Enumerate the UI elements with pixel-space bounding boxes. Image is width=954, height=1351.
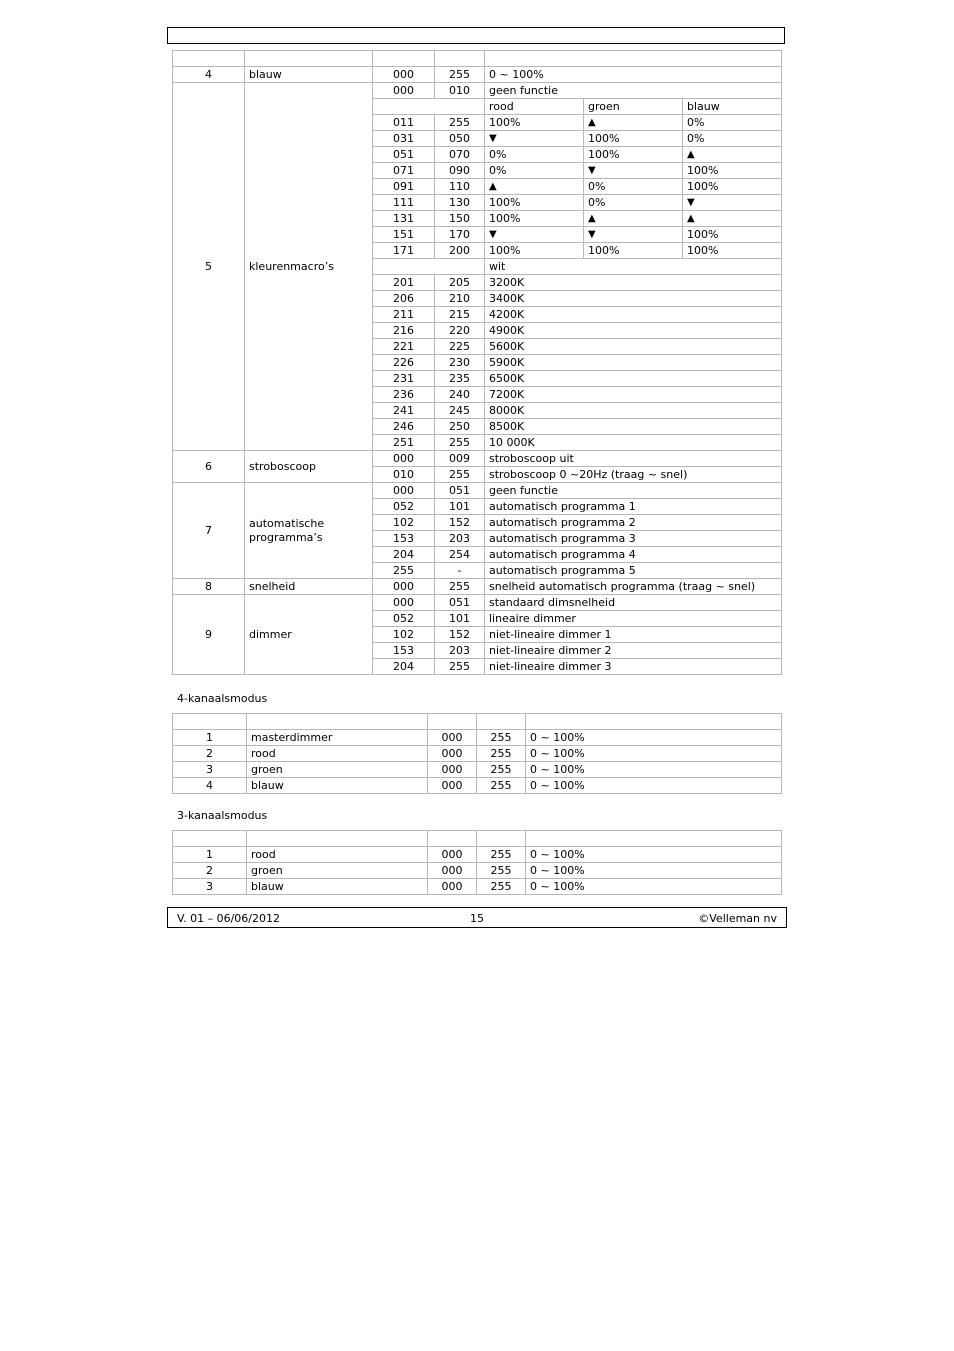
value-to: 240	[435, 387, 485, 403]
value-to: 255	[477, 847, 526, 863]
value-from: 000	[373, 451, 435, 467]
value-to: 255	[435, 579, 485, 595]
channel-number: 7	[173, 483, 245, 579]
function-text: 3200K	[485, 275, 782, 291]
color-level: 0%	[683, 115, 782, 131]
color-header-blue: blauw	[683, 99, 782, 115]
value-from: 010	[373, 467, 435, 483]
value-to: 255	[477, 762, 526, 778]
value-to: 255	[435, 67, 485, 83]
value-to: 255	[477, 730, 526, 746]
value-to: 050	[435, 131, 485, 147]
table-header-row	[173, 831, 782, 847]
value-from: 204	[373, 547, 435, 563]
channel-name: rood	[247, 746, 428, 762]
color-level: 0%	[683, 131, 782, 147]
value-from: 051	[373, 147, 435, 163]
value-to: 255	[477, 746, 526, 762]
function-text: 8500K	[485, 419, 782, 435]
function-text: 5600K	[485, 339, 782, 355]
level-arrow-icon: ▲	[683, 147, 782, 163]
value-to: 230	[435, 355, 485, 371]
value-from: 000	[428, 746, 477, 762]
table-row	[173, 746, 782, 762]
value-from: 000	[373, 83, 435, 99]
header-cell	[247, 831, 428, 847]
value-from: 000	[373, 67, 435, 83]
value-from: 000	[428, 863, 477, 879]
function-text: automatisch programma 1	[485, 499, 782, 515]
function-text: 6500K	[485, 371, 782, 387]
value-from: 000	[428, 730, 477, 746]
value-from: 011	[373, 115, 435, 131]
footer-copyright: ©Velleman nv	[698, 912, 777, 925]
value-to: 254	[435, 547, 485, 563]
level-arrow-icon: ▼	[485, 131, 584, 147]
function-text: 4900K	[485, 323, 782, 339]
channel-name: blauw	[245, 67, 373, 83]
value-from: 241	[373, 403, 435, 419]
page-header-box	[167, 27, 785, 44]
function-text: 0 ~ 100%	[526, 847, 782, 863]
level-arrow-icon: ▼	[683, 195, 782, 211]
function-text: stroboscoop uit	[485, 451, 782, 467]
channel-number: 3	[173, 879, 247, 895]
channel-name: masterdimmer	[247, 730, 428, 746]
level-arrow-icon: ▼	[485, 227, 584, 243]
value-to: 010	[435, 83, 485, 99]
value-to: 245	[435, 403, 485, 419]
table-row	[173, 762, 782, 778]
header-cell	[247, 714, 428, 730]
value-from: 000	[373, 483, 435, 499]
function-text: automatisch programma 3	[485, 531, 782, 547]
three-channel-table	[172, 830, 782, 895]
value-from: 052	[373, 611, 435, 627]
color-level: 0%	[485, 147, 584, 163]
value-to: 009	[435, 451, 485, 467]
value-from: 000	[373, 595, 435, 611]
value-to: 150	[435, 211, 485, 227]
function-text: 0 ~ 100%	[526, 762, 782, 778]
level-arrow-icon: ▲	[584, 115, 683, 131]
function-text: 0 ~ 100%	[526, 730, 782, 746]
value-to: 051	[435, 595, 485, 611]
header-cell	[477, 831, 526, 847]
header-cell	[428, 714, 477, 730]
channel-number: 2	[173, 863, 247, 879]
value-from: 221	[373, 339, 435, 355]
function-text: geen functie	[485, 83, 782, 99]
value-to: 255	[477, 863, 526, 879]
function-text: niet-lineaire dimmer 2	[485, 643, 782, 659]
value-from: 102	[373, 627, 435, 643]
channel-number: 9	[173, 595, 245, 675]
channel-name: rood	[247, 847, 428, 863]
header-cell	[526, 831, 782, 847]
value-from: 071	[373, 163, 435, 179]
function-text: 8000K	[485, 403, 782, 419]
channel-name: automatische programma’s	[245, 483, 373, 579]
color-header-red: rood	[485, 99, 584, 115]
value-from: 091	[373, 179, 435, 195]
function-text: 5900K	[485, 355, 782, 371]
value-from: 204	[373, 659, 435, 675]
value-from: 251	[373, 435, 435, 451]
function-text: standaard dimsnelheid	[485, 595, 782, 611]
header-cell	[245, 51, 373, 67]
function-text: automatisch programma 4	[485, 547, 782, 563]
color-level: 100%	[584, 243, 683, 259]
value-to: -	[435, 563, 485, 579]
level-arrow-icon: ▲	[485, 179, 584, 195]
four-channel-table	[172, 713, 782, 794]
channel-name: groen	[247, 762, 428, 778]
color-level: 100%	[485, 211, 584, 227]
color-level: 100%	[584, 131, 683, 147]
table-row	[173, 579, 782, 595]
header-cell	[373, 51, 435, 67]
channel-name: snelheid	[245, 579, 373, 595]
dmx-channel-table	[172, 50, 782, 675]
level-arrow-icon: ▲	[683, 211, 782, 227]
value-from: 211	[373, 307, 435, 323]
function-text: stroboscoop 0 ~20Hz (traag ~ snel)	[485, 467, 782, 483]
value-to: 203	[435, 643, 485, 659]
function-text: snelheid automatisch programma (traag ~ snel)	[485, 579, 782, 595]
table-row	[173, 595, 782, 611]
channel-number: 1	[173, 730, 247, 746]
value-from: 226	[373, 355, 435, 371]
value-from: 000	[428, 778, 477, 794]
value-from: 151	[373, 227, 435, 243]
function-text: niet-lineaire dimmer 1	[485, 627, 782, 643]
level-arrow-icon: ▼	[584, 227, 683, 243]
header-cell	[526, 714, 782, 730]
table-row	[173, 778, 782, 794]
color-level: 100%	[485, 115, 584, 131]
value-to: 205	[435, 275, 485, 291]
value-to: 200	[435, 243, 485, 259]
header-cell	[435, 51, 485, 67]
value-from: 246	[373, 419, 435, 435]
value-from: 111	[373, 195, 435, 211]
table-header-row	[173, 714, 782, 730]
value-from: 255	[373, 563, 435, 579]
table-row	[173, 879, 782, 895]
header-cell	[173, 714, 247, 730]
color-level: 100%	[683, 163, 782, 179]
four-channel-title: 4-kanaalsmodus	[177, 692, 268, 705]
channel-number: 5	[173, 83, 245, 451]
level-arrow-icon: ▲	[584, 211, 683, 227]
table-row	[173, 83, 782, 99]
value-from: 231	[373, 371, 435, 387]
color-level: 0%	[584, 179, 683, 195]
color-level: 100%	[485, 195, 584, 211]
value-to: 255	[477, 879, 526, 895]
channel-name: blauw	[247, 879, 428, 895]
value-to: 203	[435, 531, 485, 547]
value-to: 255	[435, 659, 485, 675]
value-to: 235	[435, 371, 485, 387]
channel-name: groen	[247, 863, 428, 879]
function-text: 0 ~ 100%	[526, 863, 782, 879]
header-cell	[477, 714, 526, 730]
value-from: 052	[373, 499, 435, 515]
value-to: 051	[435, 483, 485, 499]
value-to: 215	[435, 307, 485, 323]
table-row	[173, 847, 782, 863]
function-text: 4200K	[485, 307, 782, 323]
color-level: 100%	[584, 147, 683, 163]
value-to: 225	[435, 339, 485, 355]
empty-cell	[373, 259, 485, 275]
value-from: 206	[373, 291, 435, 307]
function-text: automatisch programma 5	[485, 563, 782, 579]
function-text: 0 ~ 100%	[526, 746, 782, 762]
table-row	[173, 67, 782, 83]
value-from: 102	[373, 515, 435, 531]
function-text: 3400K	[485, 291, 782, 307]
page-footer	[167, 907, 787, 928]
function-text: 0 ~ 100%	[526, 879, 782, 895]
value-to: 090	[435, 163, 485, 179]
color-level: 0%	[485, 163, 584, 179]
value-to: 070	[435, 147, 485, 163]
value-to: 255	[435, 435, 485, 451]
table-row	[173, 483, 782, 499]
table-row	[173, 451, 782, 467]
value-to: 255	[435, 467, 485, 483]
function-text: 10 000K	[485, 435, 782, 451]
channel-number: 4	[173, 67, 245, 83]
header-cell	[173, 831, 247, 847]
value-from: 131	[373, 211, 435, 227]
value-from: 000	[428, 879, 477, 895]
three-channel-title: 3-kanaalsmodus	[177, 809, 268, 822]
function-text: 0 ~ 100%	[485, 67, 782, 83]
value-to: 220	[435, 323, 485, 339]
color-level: 100%	[683, 179, 782, 195]
value-from: 000	[428, 847, 477, 863]
channel-number: 6	[173, 451, 245, 483]
value-to: 101	[435, 611, 485, 627]
channel-name: dimmer	[245, 595, 373, 675]
value-to: 250	[435, 419, 485, 435]
footer-version: V. 01 – 06/06/2012	[177, 912, 280, 925]
footer-page-number: 15	[470, 912, 484, 925]
channel-number: 1	[173, 847, 247, 863]
color-level: 100%	[485, 243, 584, 259]
channel-number: 4	[173, 778, 247, 794]
color-level: 100%	[683, 227, 782, 243]
function-text: 0 ~ 100%	[526, 778, 782, 794]
header-cell	[428, 831, 477, 847]
color-level: 0%	[584, 195, 683, 211]
value-to: 170	[435, 227, 485, 243]
value-to: 152	[435, 627, 485, 643]
function-text: niet-lineaire dimmer 3	[485, 659, 782, 675]
value-from: 000	[373, 579, 435, 595]
value-to: 210	[435, 291, 485, 307]
value-from: 236	[373, 387, 435, 403]
header-cell	[485, 51, 782, 67]
value-from: 153	[373, 531, 435, 547]
channel-name: blauw	[247, 778, 428, 794]
value-to: 130	[435, 195, 485, 211]
header-cell	[173, 51, 245, 67]
level-arrow-icon: ▼	[584, 163, 683, 179]
value-from: 000	[428, 762, 477, 778]
value-to: 101	[435, 499, 485, 515]
value-from: 171	[373, 243, 435, 259]
value-from: 031	[373, 131, 435, 147]
white-label: wit	[485, 259, 782, 275]
channel-number: 2	[173, 746, 247, 762]
table-header-row	[173, 51, 782, 67]
value-to: 110	[435, 179, 485, 195]
function-text: lineaire dimmer	[485, 611, 782, 627]
color-level: 100%	[683, 243, 782, 259]
value-from: 153	[373, 643, 435, 659]
value-to: 255	[477, 778, 526, 794]
table-row	[173, 863, 782, 879]
function-text: 7200K	[485, 387, 782, 403]
color-header-green: groen	[584, 99, 683, 115]
function-text: automatisch programma 2	[485, 515, 782, 531]
value-to: 152	[435, 515, 485, 531]
table-row	[173, 730, 782, 746]
value-from: 216	[373, 323, 435, 339]
value-to: 255	[435, 115, 485, 131]
empty-cell	[373, 99, 485, 115]
channel-name: stroboscoop	[245, 451, 373, 483]
channel-name: kleurenmacro’s	[245, 83, 373, 451]
function-text: geen functie	[485, 483, 782, 499]
channel-number: 8	[173, 579, 245, 595]
value-from: 201	[373, 275, 435, 291]
channel-number: 3	[173, 762, 247, 778]
